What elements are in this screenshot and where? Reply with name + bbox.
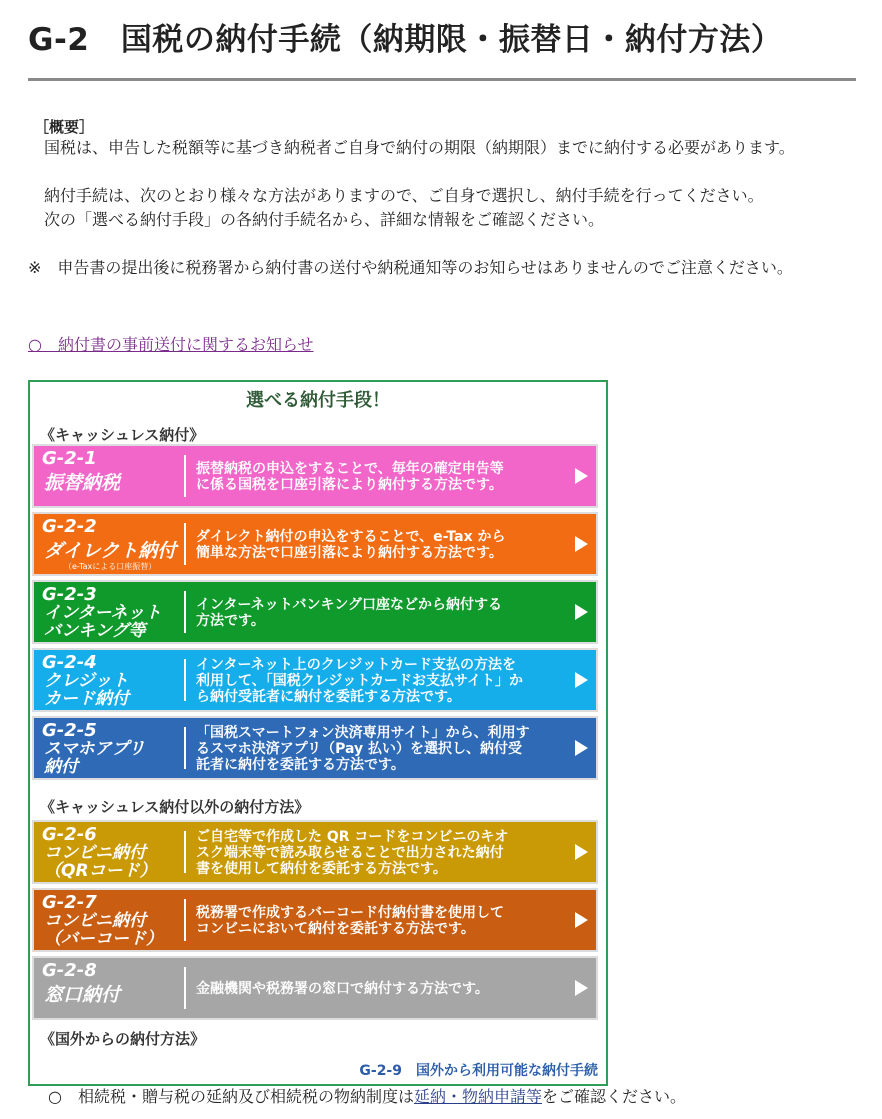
banner-code: G-2-4 xyxy=(42,652,97,673)
payment-banner-g-2-8[interactable] xyxy=(32,956,598,1020)
deferred-payment-link[interactable]: 延納・物納申請等 xyxy=(413,1087,542,1106)
payment-banner-g-2-1[interactable] xyxy=(32,444,598,508)
banner-code: G-2-8 xyxy=(42,960,97,981)
banner-divider xyxy=(184,659,186,701)
panel-title: 選べる納付手段！ xyxy=(246,390,390,411)
play-arrow-icon xyxy=(575,740,588,756)
banner-name: インターネット バンキング等 xyxy=(44,603,162,641)
banner-name: 振替納税 xyxy=(44,472,121,494)
play-arrow-icon xyxy=(575,844,588,860)
banner-description: インターネットバンキング口座などから納付する 方法です。 xyxy=(196,597,503,629)
payment-banner-g-2-4[interactable] xyxy=(32,648,598,712)
banner-divider xyxy=(184,967,186,1009)
banner-code: G-2-6 xyxy=(42,824,97,845)
overview-paragraph-3: 次の「選べる納付手段」の各納付手続名から、詳細な情報をご確認ください。 xyxy=(44,210,605,229)
banner-name: スマホアプリ 納付 xyxy=(44,739,145,777)
banner-divider xyxy=(184,523,186,565)
title-divider xyxy=(28,78,856,81)
banner-divider xyxy=(184,727,186,769)
banner-code: G-2-7 xyxy=(42,892,97,913)
play-arrow-icon xyxy=(575,536,588,552)
group-label-cashless: 《キャッシュレス納付》 xyxy=(40,426,205,444)
banner-description: インターネット上のクレジットカード支払の方法を 利用して、「国税クレジットカードお支払サイト」か ら納付受託者に納付を委託する方法です。 xyxy=(196,657,523,705)
overview-paragraph-1: 国税は、申告した税額等に基づき納税者ご自身で納付の期限（納期限）までに納付する必要があります。 xyxy=(44,138,795,157)
abroad-payment-link[interactable]: G-2-9 国外から利用可能な納付手続 xyxy=(359,1063,598,1079)
banner-code: G-2-5 xyxy=(42,720,97,741)
banner-divider xyxy=(184,899,186,941)
footer-note xyxy=(48,1084,686,1107)
payment-banner-g-2-2[interactable] xyxy=(32,512,598,576)
banner-description: ダイレクト納付の申込をすることで、e-Tax から 簡単な方法で口座引落により納付する方法です。 xyxy=(196,529,506,561)
footer-suffix: をご確認ください。 xyxy=(541,1087,686,1106)
payment-banner-g-2-6[interactable] xyxy=(32,820,598,884)
page-title: G-2 国税の納付手続（納期限・振替日・納付方法） xyxy=(28,22,783,58)
banner-code: G-2-3 xyxy=(42,584,97,605)
banner-code: G-2-2 xyxy=(42,516,97,537)
banner-name: ダイレクト納付 xyxy=(44,540,177,562)
banner-description: 「国税スマートフォン決済専用サイト」から、利用す るスマホ決済アプリ（Pay 払い）を選択し、納付受 託者に納付を委託する方法です。 xyxy=(196,725,530,773)
banner-description: 振替納税の申込をすることで、毎年の確定申告等 に係る国税を口座引落により納付する方法です。 xyxy=(196,461,504,493)
overview-label: ［概要］ xyxy=(34,118,95,136)
banner-divider xyxy=(184,455,186,497)
banner-description: 税務署で作成するバーコード付納付書を使用して コンビニにおいて納付を委託する方法です。 xyxy=(196,905,504,937)
banner-name: コンビニ納付 （バーコード） xyxy=(44,911,163,949)
play-arrow-icon xyxy=(575,980,588,996)
banner-name: クレジット カード納付 xyxy=(44,671,129,709)
footer-prefix: ○ 相続税・贈与税の延納及び相続税の物納制度は xyxy=(48,1087,414,1106)
banner-description: ご自宅等で作成した QR コードをコンビニのキオ スク端末等で読み取らせることで出力された納付 書を使用して納付を委託する方法です。 xyxy=(196,829,509,877)
banner-name: コンビニ納付 （QRコード） xyxy=(44,843,157,881)
play-arrow-icon xyxy=(575,912,588,928)
banner-divider xyxy=(184,831,186,873)
play-arrow-icon xyxy=(575,468,588,484)
group-label-abroad: 《国外からの納付方法》 xyxy=(40,1030,206,1048)
banner-divider xyxy=(184,591,186,633)
payment-slip-notice-link[interactable]: ○ 納付書の事前送付に関するお知らせ xyxy=(28,335,314,354)
group-label-non-cashless: 《キャッシュレス納付以外の納付方法》 xyxy=(40,798,310,816)
banner-subtitle: （e-Taxによる口座振替） xyxy=(64,562,157,571)
payment-banner-g-2-3[interactable] xyxy=(32,580,598,644)
notice-note: ※ 申告書の提出後に税務署から納付書の送付や納税通知等のお知らせはありませんのでご注意ください。 xyxy=(28,258,793,277)
play-arrow-icon xyxy=(575,672,588,688)
banner-name: 窓口納付 xyxy=(44,984,121,1006)
payment-methods-panel xyxy=(28,380,608,1086)
play-arrow-icon xyxy=(575,604,588,620)
banner-description: 金融機関や税務署の窓口で納付する方法です。 xyxy=(196,981,489,997)
payment-banner-g-2-7[interactable] xyxy=(32,888,598,952)
overview-paragraph-2: 納付手続は、次のとおり様々な方法がありますので、ご自身で選択し、納付手続を行ってください。 xyxy=(44,186,764,205)
banner-code: G-2-1 xyxy=(42,448,97,469)
payment-banner-g-2-5[interactable] xyxy=(32,716,598,780)
